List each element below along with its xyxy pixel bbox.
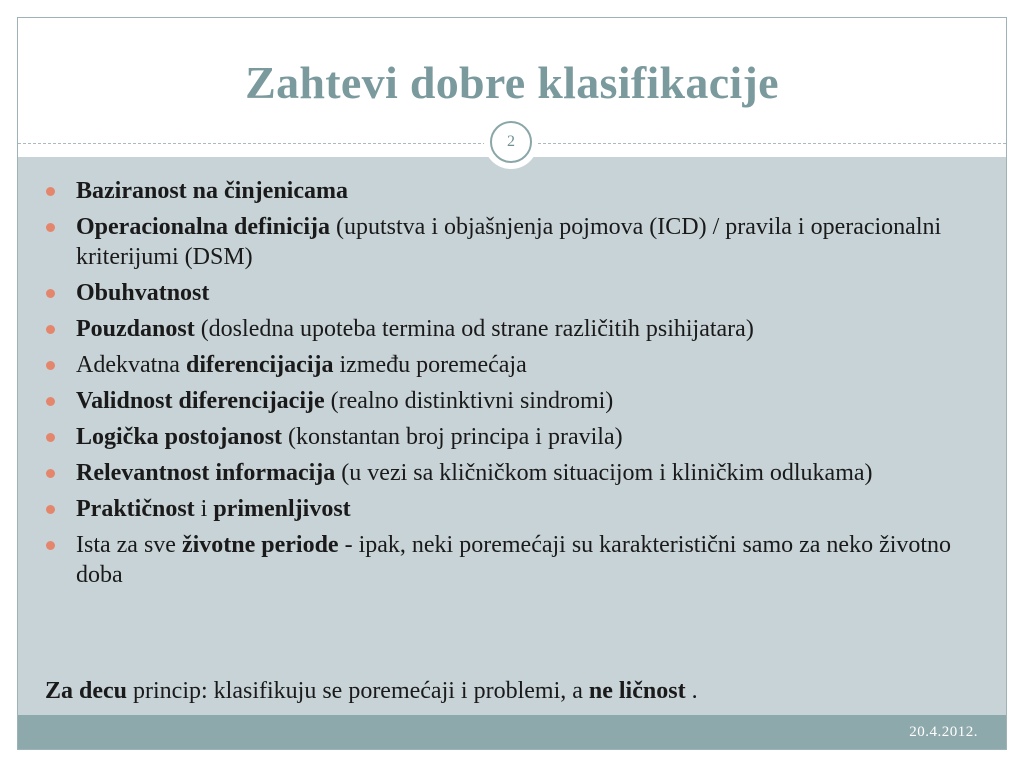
- item-bold: Logička postojanost: [76, 424, 283, 450]
- page-number-badge: [484, 115, 538, 169]
- item-text: (realno distinktivni sindromi): [324, 388, 614, 414]
- item-text: (konstantan broj principa i pravila): [282, 424, 623, 450]
- bullet-icon: [46, 541, 55, 550]
- item-bold: Operacionalna definicija: [76, 214, 330, 240]
- item-bold: Pouzdanost: [76, 316, 195, 342]
- list-item: [18, 494, 1006, 524]
- closing-bold-1: Za decu: [45, 678, 128, 704]
- item-bold: Praktičnost: [76, 496, 195, 522]
- bullet-icon: [46, 223, 55, 232]
- item-bold: Obuhvatnost: [76, 280, 210, 306]
- item-text: između poremećaja: [333, 352, 527, 378]
- footer-bar: [18, 715, 1006, 749]
- slide-date: 20.4.2012.: [909, 724, 978, 740]
- item-bold-2: primenljivost: [213, 496, 351, 522]
- closing-bold-2: ne ličnost: [588, 678, 686, 704]
- bullet-icon: [46, 361, 55, 370]
- closing-end: .: [685, 678, 698, 704]
- list-item: [18, 386, 1006, 416]
- slide: [17, 17, 1007, 750]
- closing-text: princip: klasifikuju se poremećaji i problemi, a: [127, 678, 589, 704]
- bullet-icon: [46, 397, 55, 406]
- item-bold: diferencijacija: [185, 352, 334, 378]
- item-pre: Adekvatna: [76, 352, 186, 378]
- slide-title: Zahtevi dobre klasifikacije: [245, 57, 779, 108]
- item-bold: životne periode: [181, 532, 339, 558]
- item-text: i: [194, 496, 214, 522]
- list-item: [18, 350, 1006, 380]
- bullet-icon: [46, 469, 55, 478]
- bullet-icon: [46, 325, 55, 334]
- item-text: (dosledna upoteba termina od strane različitih psihijatara): [194, 316, 754, 342]
- item-text: - ipak, neki poremećaji su karakteristični samo za neko životno doba: [76, 532, 952, 588]
- item-bold: Validnost diferencijacije: [76, 388, 325, 414]
- item-bold: Relevantnost informacija: [76, 460, 336, 486]
- item-bold: Baziranost na činjenicama: [76, 178, 348, 204]
- list-item: [18, 530, 1006, 590]
- bullet-icon: [46, 505, 55, 514]
- item-text: (uputstva i objašnjenja pojmova (ICD) / pravila i operacionalni kriterijumi (DSM): [76, 214, 942, 270]
- bullet-icon: [46, 187, 55, 196]
- bullet-icon: [46, 289, 55, 298]
- page-number: 2: [490, 121, 532, 163]
- list-item: [18, 212, 1006, 272]
- bullet-list: [18, 176, 1006, 596]
- item-pre: Ista za sve: [76, 532, 182, 558]
- item-text: (u vezi sa kličničkom situacijom i kliničkim odlukama): [335, 460, 873, 486]
- bullet-icon: [46, 433, 55, 442]
- list-item: [18, 278, 1006, 308]
- list-item: [18, 314, 1006, 344]
- closing-statement: [45, 676, 976, 706]
- list-item: [18, 422, 1006, 452]
- list-item: [18, 176, 1006, 206]
- list-item: [18, 458, 1006, 488]
